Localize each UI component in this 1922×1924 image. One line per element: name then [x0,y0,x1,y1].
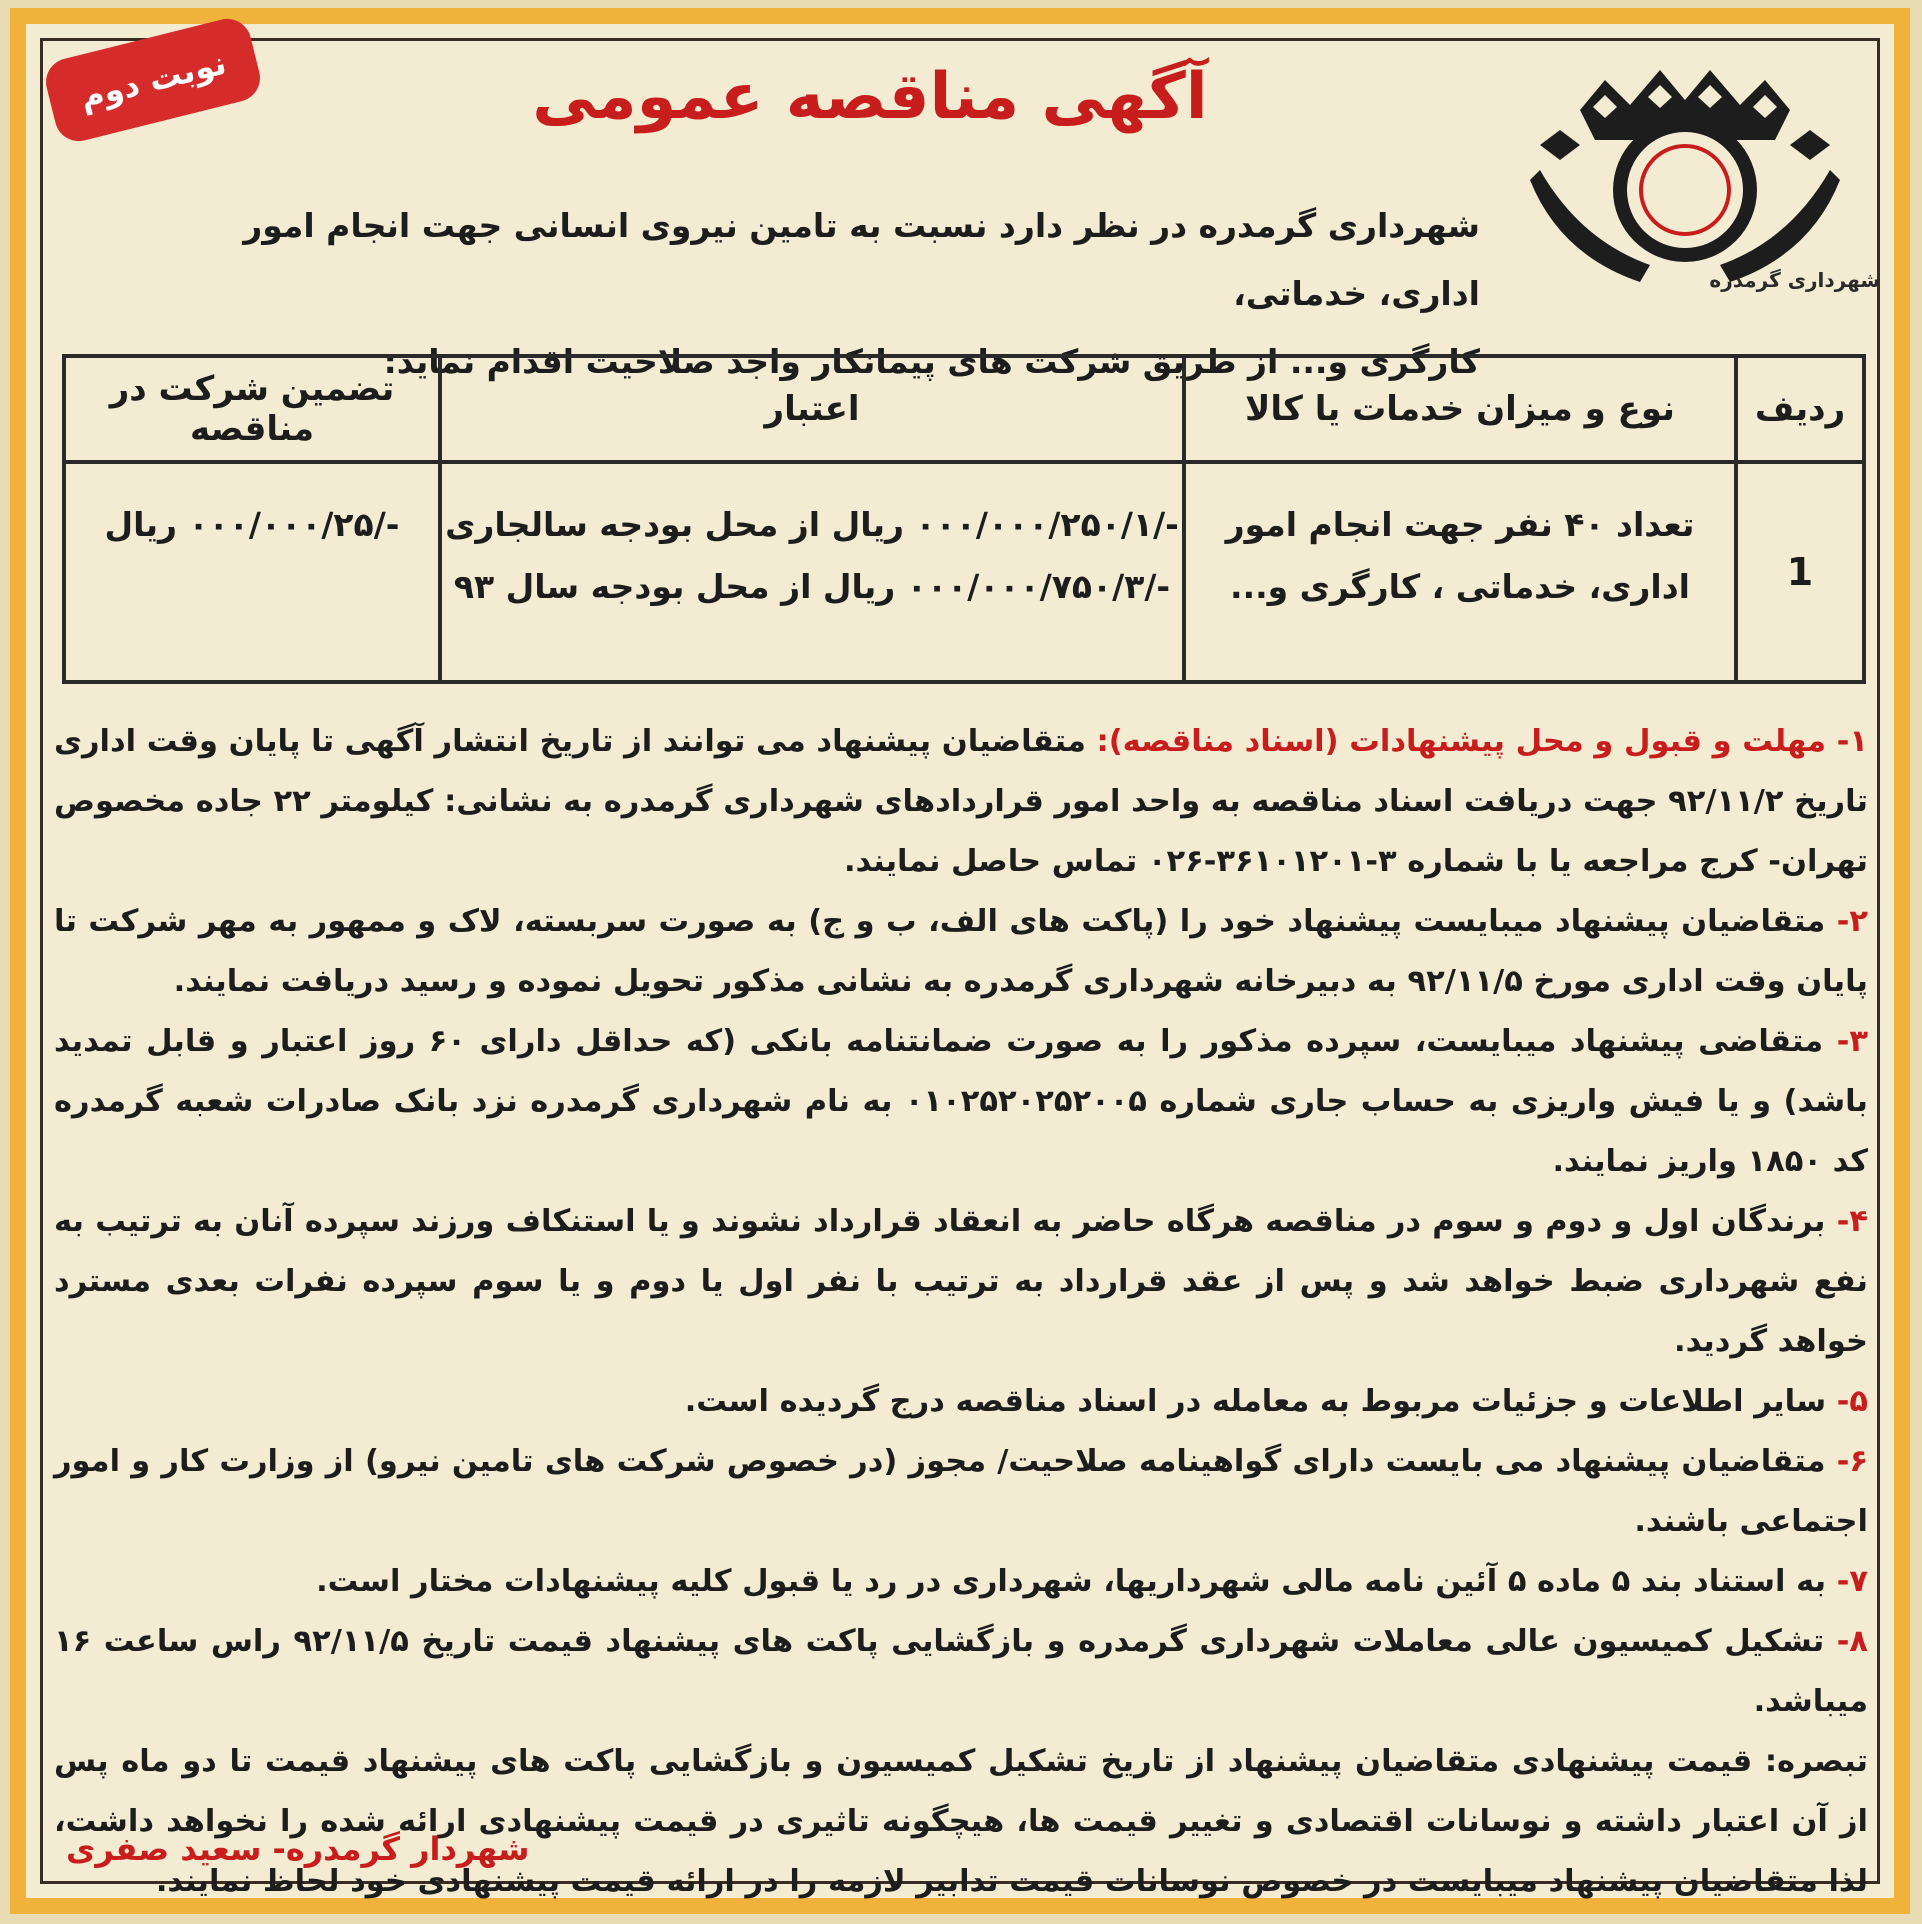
cell-service [1184,462,1736,682]
condition-number: ۸- [1836,1624,1868,1659]
cell-credit [440,462,1184,682]
condition-number: ۱- [1836,724,1869,759]
condition-number: ۴- [1836,1204,1868,1239]
condition-number: ۷- [1836,1564,1868,1599]
condition-item [54,1372,1868,1432]
service-line: اداری، خدماتی ، کارگری و... [1230,567,1690,606]
table-row [64,462,1864,682]
intro-line: شهرداری گرمدره در نظر دارد نسبت به تامین نیروی انسانی جهت انجام امور اداری، خدماتی، [243,206,1480,313]
municipality-emblem-icon [1520,50,1850,300]
condition-heading: مهلت و قبول و محل پیشنهادات (اسناد مناقصه): [1096,724,1827,759]
header-service: نوع و میزان خدمات یا کالا [1184,356,1736,462]
tender-table [62,354,1866,684]
condition-number: ۳- [1836,1024,1868,1059]
conditions-list [54,712,1868,1912]
condition-item [54,1552,1868,1612]
condition-item [54,892,1868,1012]
condition-text: متقاضیان پیشنهاد می توانند از تاریخ انتشار آگهی تا پایان وقت اداری تاریخ ۹۲/۱۱/۲ جهت دریافت اسناد مناقصه به واحد امور قراردادهای شهرداری گرمدره به نشانی: کیلومتر ۲۲ جاده مخصوص تهران- کرج مراجعه یا با شماره ۳-۳۶۱۰۱۲۰۱-۰۲۶ تماس حاصل نمایند. [54,724,1868,879]
condition-text: برندگان اول و دوم و سوم در مناقصه هرگاه حاضر به انعقاد قرارداد نشوند و یا استنکاف ورزند سپرده آنان به ترتیب به نفع شهرداری ضبط خواهد شد و پس از عقد قرارداد به ترتیب با نفر اول یا دوم و یا سوم سپرده نفرات بعدی مسترد خواهد گردید. [54,1204,1868,1359]
condition-number: ۶- [1836,1444,1868,1479]
intro-line: کارگری و... از طریق شرکت های پیمانکار واجد صلاحیت اقدام نماید: [383,342,1480,381]
condition-text: سایر اطلاعات و جزئیات مربوط به معامله در اسناد مناقصه درج گردیده است. [684,1384,1837,1419]
condition-item [54,1012,1868,1192]
cell-guarantee: -/۰۰۰/۰۰۰/۲۵ ریال [64,462,440,682]
note-paragraph: تبصره: قیمت پیشنهادی متقاضیان پیشنهاد از تاریخ تشکیل کمیسیون و بازگشایی پاکت های پیشنهاد قیمت تا دو ماه پس از آن اعتبار داشته و نوسانات اقتصادی و تغییر قیمت ها، هیچگونه تاثیری در قیمت پیشنهادی ارائه شده را نخواهد داشت، لذا متقاضیان پیشنهاد میبایست در خصوص نوسانات قیمت تدابیر لازمه را در ارائه قیمت پیشنهادی خود لحاظ نمایند. [54,1744,1868,1899]
notice-title: آگهی مناقصه عمومی [532,60,1208,134]
condition-item [54,1192,1868,1372]
condition-text: متقاضی پیشنهاد میبایست، سپرده مذکور را به صورت ضمانتنامه بانکی (که حداقل دارای ۶۰ روز اعتبار و قابل تمدید باشد) و یا فیش واریزی به حساب جاری شماره ۰۱۰۲۵۲۰۲۵۲۰۰۵ به نام شهرداری گرمدره نزد بانک صادرات شعبه گرمدره کد ۱۸۵۰ واریز نمایند. [54,1024,1868,1179]
municipality-logo [1520,50,1850,300]
table-header-row [64,356,1864,462]
condition-number: ۲- [1836,904,1868,939]
credit-line: -/۰۰۰/۰۰۰/۷۵۰/۳ ریال از محل بودجه سال ۹۳ [453,567,1171,606]
condition-text: به استناد بند ۵ ماده ۵ آئین نامه مالی شهرداریها، شهرداری در رد یا قبول کلیه پیشنهادات مختار است. [316,1564,1837,1599]
service-line: تعداد ۴۰ نفر جهت انجام امور [1225,505,1695,544]
signature: شهردار گرمدره- سعید صفری [66,1830,530,1868]
credit-line: -/۰۰۰/۰۰۰/۲۵۰/۱ ریال از محل بودجه سالجاری [445,505,1179,544]
condition-item [54,1432,1868,1552]
header-guarantee: تضمین شرکت در مناقصه [64,356,440,462]
condition-item [54,1612,1868,1732]
condition-text: تشکیل کمیسیون عالی معاملات شهرداری گرمدره و بازگشایی پاکت های پیشنهاد قیمت تاریخ ۹۲/۱۱/۵ راس ساعت ۱۶ میباشد. [54,1624,1868,1719]
condition-number: ۵- [1836,1384,1868,1419]
cell-row-number: 1 [1736,462,1864,682]
logo-caption: شهرداری گرمدره [1709,268,1880,292]
header-credit: اعتبار [440,356,1184,462]
header-row-number: ردیف [1736,356,1864,462]
round-badge: نوبت دوم [41,14,265,146]
condition-item [54,712,1868,892]
condition-text: متقاضیان پیشنهاد می بایست دارای گواهینامه صلاحیت/ مجوز (در خصوص شرکت های تامین نیرو) از وزارت کار و امور اجتماعی باشند. [54,1444,1868,1539]
condition-text: متقاضیان پیشنهاد میبایست پیشنهاد خود را (پاکت های الف، ب و ج) به صورت سربسته، لاک و ممهور به مهر شرکت تا پایان وقت اداری مورخ ۹۲/۱۱/۵ به دبیرخانه شهرداری گرمدره به نشانی مذکور تحویل نموده و رسید دریافت نمایند. [54,904,1868,999]
